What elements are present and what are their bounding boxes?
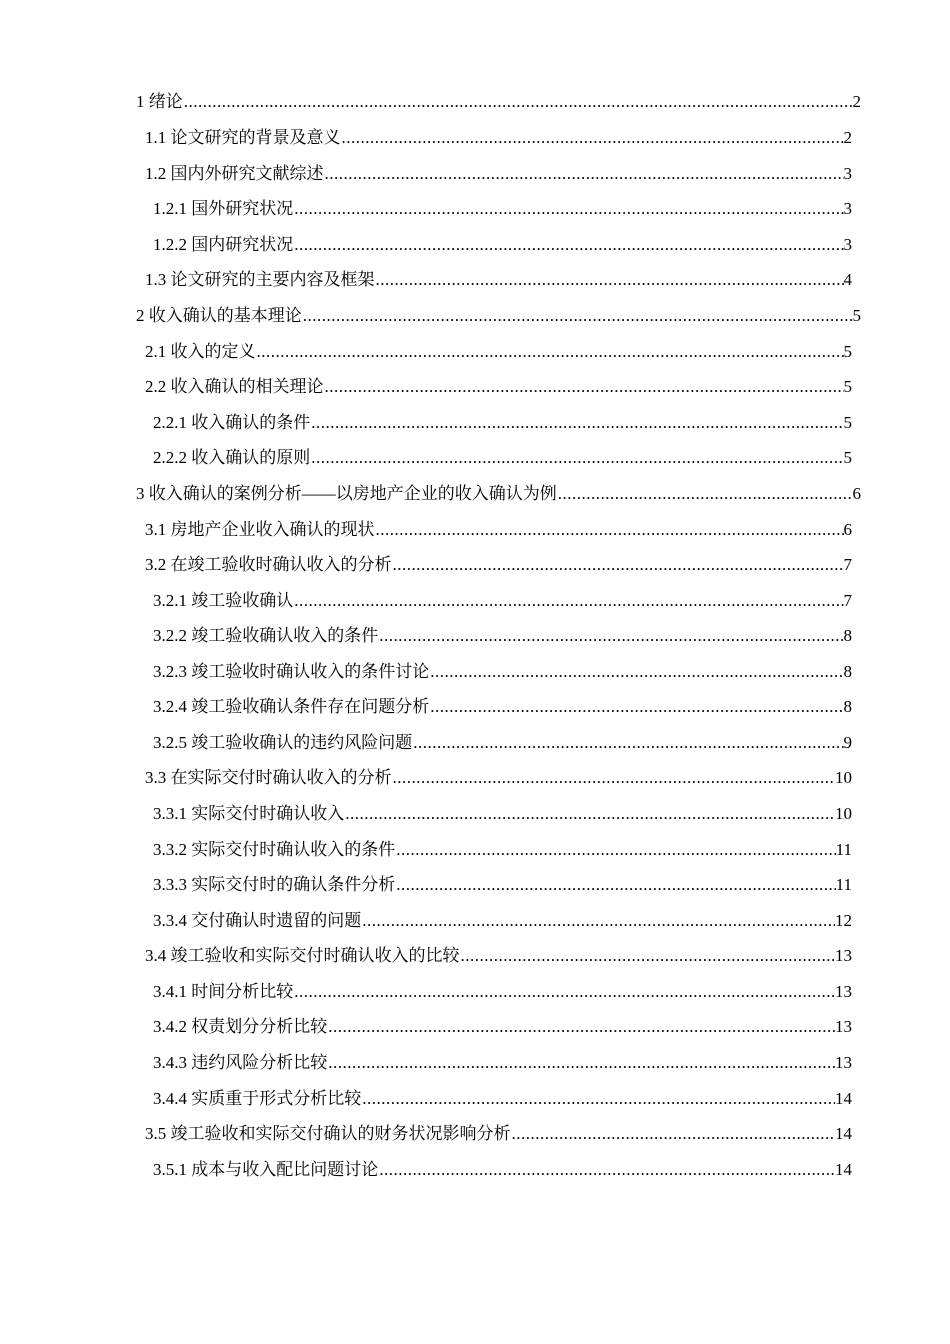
toc-entry-title: 3 收入确认的案例分析——以房地产企业的收入确认为例 — [136, 484, 557, 503]
toc-entry-page: 5 — [843, 448, 852, 467]
toc-entry[interactable] — [153, 873, 852, 897]
toc-entry-title: 1.3 论文研究的主要内容及框架 — [145, 270, 375, 289]
toc-dot-leader — [376, 518, 844, 542]
toc-dot-leader — [325, 375, 844, 399]
toc-entry-title: 3.2.4 竣工验收确认条件存在问题分析 — [153, 697, 430, 716]
toc-entry-title: 1.2.1 国外研究状况 — [153, 199, 294, 218]
toc-entry-page: 2 — [843, 128, 852, 147]
toc-entry-page: 14 — [835, 1089, 852, 1108]
toc-dot-leader — [430, 660, 843, 684]
toc-dot-leader — [294, 589, 843, 613]
toc-entry-title: 3.3.4 交付确认时遗留的问题 — [153, 911, 362, 930]
toc-entry-page: 9 — [843, 733, 852, 752]
toc-entry[interactable] — [153, 660, 852, 684]
toc-entry-page: 3 — [843, 164, 852, 183]
toc-entry-page: 11 — [835, 840, 852, 859]
toc-entry-page: 5 — [843, 413, 852, 432]
toc-dot-leader — [461, 944, 836, 968]
toc-entry-title: 3.3.3 实际交付时的确认条件分析 — [153, 875, 396, 894]
toc-entry[interactable] — [153, 838, 852, 862]
toc-entry-title: 2 收入确认的基本理论 — [136, 306, 302, 325]
toc-entry-title: 3.2 在竣工验收时确认收入的分析 — [145, 555, 392, 574]
toc-entry-title: 3.4.4 实质重于形式分析比较 — [153, 1089, 362, 1108]
toc-entry-page: 8 — [843, 626, 852, 645]
toc-entry-page: 5 — [843, 377, 852, 396]
toc-entry-page: 7 — [843, 555, 852, 574]
toc-entry[interactable] — [153, 695, 852, 719]
toc-entry[interactable] — [153, 909, 852, 933]
toc-entry-page: 11 — [835, 875, 852, 894]
toc-entry-title: 2.2.2 收入确认的原则 — [153, 448, 311, 467]
toc-entry-page: 5 — [843, 342, 852, 361]
toc-entry-page: 13 — [835, 1017, 852, 1036]
toc-dot-leader — [328, 1015, 835, 1039]
toc-dot-leader — [396, 838, 835, 862]
toc-entry[interactable] — [145, 766, 852, 790]
toc-entry[interactable] — [153, 1051, 852, 1075]
toc-entry[interactable] — [145, 375, 852, 399]
toc-entry[interactable] — [153, 731, 852, 755]
toc-dot-leader — [303, 304, 853, 328]
toc-entry[interactable] — [153, 1087, 852, 1111]
toc-entry-title: 3.1 房地产企业收入确认的现状 — [145, 520, 375, 539]
toc-dot-leader — [558, 482, 853, 506]
toc-dot-leader — [294, 197, 843, 221]
toc-entry[interactable] — [145, 126, 852, 150]
toc-entry[interactable] — [145, 340, 852, 364]
toc-dot-leader — [328, 1051, 835, 1075]
toc-entry-page: 8 — [843, 662, 852, 681]
toc-dot-leader — [413, 731, 843, 755]
toc-entry[interactable] — [153, 1158, 852, 1182]
toc-entry[interactable] — [153, 197, 852, 221]
toc-dot-leader — [430, 695, 843, 719]
toc-entry[interactable] — [145, 162, 852, 186]
toc-dot-leader — [512, 1122, 836, 1146]
toc-dot-leader — [362, 909, 835, 933]
toc-dot-leader — [257, 340, 844, 364]
toc-entry-page: 3 — [843, 235, 852, 254]
toc-entry-title: 3.4 竣工验收和实际交付时确认收入的比较 — [145, 946, 460, 965]
toc-entry-page: 13 — [835, 1053, 852, 1072]
toc-entry[interactable] — [145, 553, 852, 577]
toc-entry-page: 5 — [852, 306, 861, 325]
toc-entry-title: 3.2.1 竣工验收确认 — [153, 591, 294, 610]
toc-entry-title: 2.2.1 收入确认的条件 — [153, 413, 311, 432]
toc-entry-page: 2 — [852, 92, 861, 111]
toc-dot-leader — [362, 1087, 835, 1111]
toc-entry[interactable] — [153, 233, 852, 257]
toc-dot-leader — [342, 126, 844, 150]
toc-dot-leader — [184, 90, 853, 114]
toc-entry[interactable] — [153, 802, 852, 826]
toc-entry[interactable] — [136, 304, 861, 328]
toc-entry-page: 8 — [843, 697, 852, 716]
toc-dot-leader — [294, 980, 835, 1004]
toc-entry[interactable] — [145, 518, 852, 542]
toc-entry-page: 12 — [835, 911, 852, 930]
toc-entry[interactable] — [136, 90, 861, 114]
toc-entry-title: 3.3.1 实际交付时确认收入 — [153, 804, 345, 823]
toc-dot-leader — [379, 1158, 835, 1182]
toc-entry-title: 1 绪论 — [136, 92, 183, 111]
toc-entry-title: 3.3.2 实际交付时确认收入的条件 — [153, 840, 396, 859]
toc-entry-page: 4 — [843, 270, 852, 289]
toc-entry[interactable] — [153, 411, 852, 435]
toc-dot-leader — [393, 766, 836, 790]
toc-entry-page: 14 — [835, 1160, 852, 1179]
toc-entry-title: 3.3 在实际交付时确认收入的分析 — [145, 768, 392, 787]
toc-entry-title: 3.2.3 竣工验收时确认收入的条件讨论 — [153, 662, 430, 681]
toc-entry-page: 3 — [843, 199, 852, 218]
toc-entry[interactable] — [153, 589, 852, 613]
toc-entry-page: 6 — [852, 484, 861, 503]
toc-entry-title: 3.5 竣工验收和实际交付确认的财务状况影响分析 — [145, 1124, 511, 1143]
toc-entry-page: 13 — [835, 982, 852, 1001]
toc-dot-leader — [311, 411, 843, 435]
toc-dot-leader — [396, 873, 835, 897]
toc-entry-page: 10 — [835, 768, 852, 787]
toc-entry[interactable] — [145, 268, 852, 292]
toc-dot-leader — [345, 802, 835, 826]
toc-entry-title: 3.4.2 权责划分分析比较 — [153, 1017, 328, 1036]
toc-dot-leader — [379, 624, 843, 648]
toc-entry-page: 6 — [843, 520, 852, 539]
toc-entry[interactable] — [145, 944, 852, 968]
toc-dot-leader — [325, 162, 844, 186]
toc-entry-title: 1.2.2 国内研究状况 — [153, 235, 294, 254]
toc-entry[interactable] — [153, 446, 852, 470]
toc-entry-page: 13 — [835, 946, 852, 965]
toc-entry-title: 2.2 收入确认的相关理论 — [145, 377, 324, 396]
toc-entry[interactable] — [136, 482, 861, 506]
toc-entry-title: 3.4.3 违约风险分析比较 — [153, 1053, 328, 1072]
toc-entry-title: 1.2 国内外研究文献综述 — [145, 164, 324, 183]
toc-entry-title: 2.1 收入的定义 — [145, 342, 256, 361]
toc-dot-leader — [393, 553, 844, 577]
toc-entry-title: 1.1 论文研究的背景及意义 — [145, 128, 341, 147]
toc-entry[interactable] — [153, 1015, 852, 1039]
toc-entry[interactable] — [153, 624, 852, 648]
toc-dot-leader — [311, 446, 843, 470]
toc-entry[interactable] — [153, 980, 852, 1004]
toc-entry-page: 10 — [835, 804, 852, 823]
toc-entry-title: 3.2.2 竣工验收确认收入的条件 — [153, 626, 379, 645]
toc-entry-title: 3.5.1 成本与收入配比问题讨论 — [153, 1160, 379, 1179]
toc-dot-leader — [294, 233, 843, 257]
toc-entry-title: 3.2.5 竣工验收确认的违约风险问题 — [153, 733, 413, 752]
toc-entry-title: 3.4.1 时间分析比较 — [153, 982, 294, 1001]
toc-entry-page: 7 — [843, 591, 852, 610]
toc-entry-page: 14 — [835, 1124, 852, 1143]
toc-dot-leader — [376, 268, 844, 292]
toc-entry[interactable] — [145, 1122, 852, 1146]
